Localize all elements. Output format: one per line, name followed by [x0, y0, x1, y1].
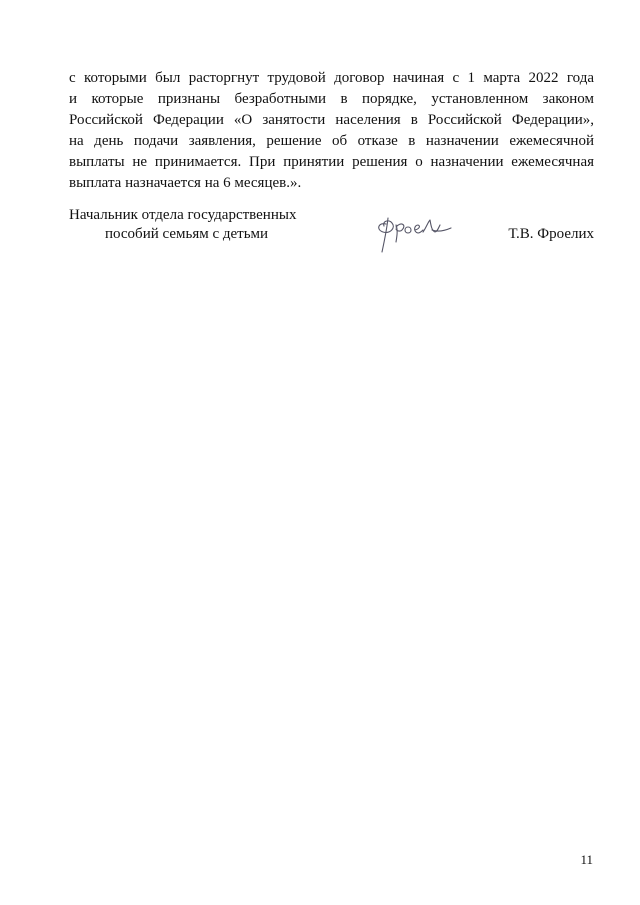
- paragraph-line: с которыми был расторгнут трудовой договор начиная с 1 марта 2022 года: [69, 70, 594, 86]
- paragraph-line: выплата назначается на 6 месяцев.».: [69, 175, 302, 191]
- position-line-1: Начальник отдела государственных: [69, 207, 297, 223]
- paragraph-line: выплаты не принимается. При принятии решения о назначении ежемесячная: [69, 154, 594, 170]
- document-body-paragraph: [69, 68, 594, 194]
- paragraph-line: на день подачи заявления, решение об отказе в назначении ежемесячной: [69, 133, 594, 149]
- page-number: 11: [580, 852, 593, 867]
- handwritten-signature: [374, 208, 454, 254]
- official-position-title: [69, 206, 296, 244]
- signer-name: Т.В. Фроелих: [508, 226, 594, 242]
- paragraph-line: Российской Федерации «О занятости населения в Российской Федерации»,: [69, 112, 594, 128]
- signature-block: [69, 206, 594, 256]
- position-line-2: пособий семьям с детьми: [105, 226, 269, 242]
- paragraph-line: и которые признаны безработными в порядке, установленном законом: [69, 91, 594, 107]
